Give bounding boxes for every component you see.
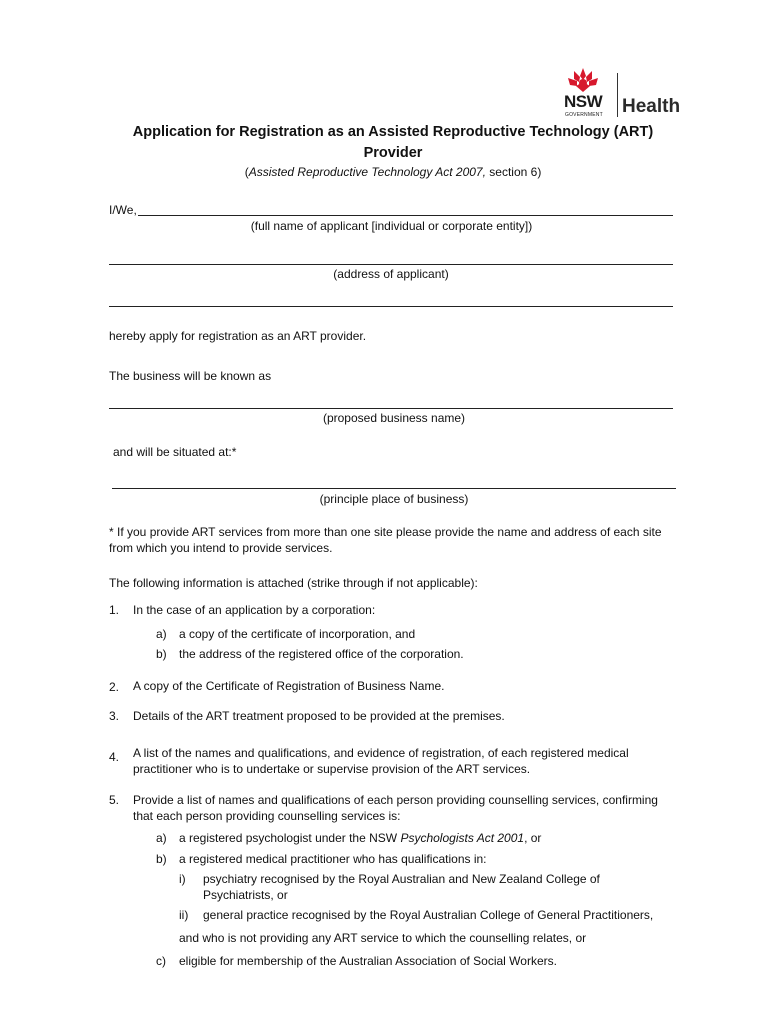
item-5-number: 5. [109, 793, 120, 807]
form-title-line1: Application for Registration as an Assisted Reproductive Technology (ART) [132, 124, 654, 140]
item-5-line2: that each person providing counselling services is: [133, 809, 401, 823]
attached-intro: The following information is attached (strike through if not applicable): [109, 576, 478, 590]
applicant-name-line[interactable] [138, 215, 673, 216]
footnote-line2: from which you intend to provide services. [109, 541, 333, 555]
item-1a-mark: a) [156, 627, 167, 641]
item-5-line1: Provide a list of names and qualifications of each person providing counselling services, confirming [133, 793, 658, 807]
iwe-label: I/We, [109, 203, 137, 217]
footnote-line1: * If you provide ART services from more than one site please provide the name and address of each site [109, 525, 662, 539]
item-4-line1: A list of the names and qualifications, and evidence of registration, of each registered medical [133, 746, 629, 760]
item-5b-i-line2: Psychiatrists, or [203, 888, 288, 902]
item-1b-mark: b) [156, 647, 167, 661]
situated-at-label: and will be situated at:* [113, 445, 237, 459]
item-2-number: 2. [109, 680, 120, 694]
item-1-number: 1. [109, 603, 120, 617]
applicant-address-line-2[interactable] [109, 306, 673, 307]
item-5c-mark: c) [156, 954, 166, 968]
item-1a-text: a copy of the certificate of incorporation, and [179, 627, 416, 641]
waratah-flower-icon [566, 66, 600, 94]
act-name: Assisted Reproductive Technology Act 2007, [248, 165, 486, 179]
form-subtitle: (Assisted Reproductive Technology Act 2007, section 6) [244, 165, 542, 179]
item-5c-text: eligible for membership of the Australian Association of Social Workers. [179, 954, 557, 968]
item-3-number: 3. [109, 709, 120, 723]
item-5b-ii-mark: ii) [179, 908, 189, 922]
item-5b-ii-text: general practice recognised by the Royal Australian College of General Practitioners, [203, 908, 654, 922]
business-name-caption: (proposed business name) [322, 411, 466, 425]
psychologists-act-name: Psychologists Act 2001 [400, 831, 525, 845]
form-title-line2: Provider [363, 145, 423, 161]
item-4-number: 4. [109, 750, 120, 764]
government-wordmark: GOVERNMENT [565, 112, 603, 118]
health-wordmark: Health [622, 96, 681, 117]
logo-divider [617, 73, 618, 117]
item-5b-i-mark: i) [179, 872, 186, 886]
place-of-business-caption: (principle place of business) [319, 492, 469, 506]
nsw-health-logo [560, 66, 685, 124]
applicant-name-caption: (full name of applicant [individual or corporate entity]) [250, 219, 533, 233]
item-5b-condition: and who is not providing any ART service to which the counselling relates, or [179, 931, 587, 945]
nsw-wordmark: NSW [564, 92, 603, 111]
item-5b-text: a registered medical practitioner who has qualifications in: [179, 852, 487, 866]
item-2-text: A copy of the Certificate of Registration of Business Name. [133, 679, 445, 693]
applicant-address-caption: (address of applicant) [333, 267, 449, 281]
item-5b-mark: b) [156, 852, 167, 866]
item-5a-mark: a) [156, 831, 167, 845]
item-1b-text: the address of the registered office of the corporation. [179, 647, 464, 661]
place-of-business-line[interactable] [112, 488, 676, 489]
item-4-line2: practitioner who is to undertake or supervise provision of the ART services. [133, 762, 531, 776]
business-name-line[interactable] [109, 408, 673, 409]
item-3-text: Details of the ART treatment proposed to be provided at the premises. [133, 709, 505, 723]
business-known-as: The business will be known as [109, 369, 272, 383]
item-5a-text: a registered psychologist under the NSW Psychologists Act 2001, or [179, 831, 542, 845]
item-1-text: In the case of an application by a corporation: [133, 603, 376, 617]
applicant-address-line[interactable] [109, 264, 673, 265]
item-5b-i-line1: psychiatry recognised by the Royal Australian and New Zealand College of [203, 872, 600, 886]
apply-statement: hereby apply for registration as an ART provider. [109, 329, 367, 343]
